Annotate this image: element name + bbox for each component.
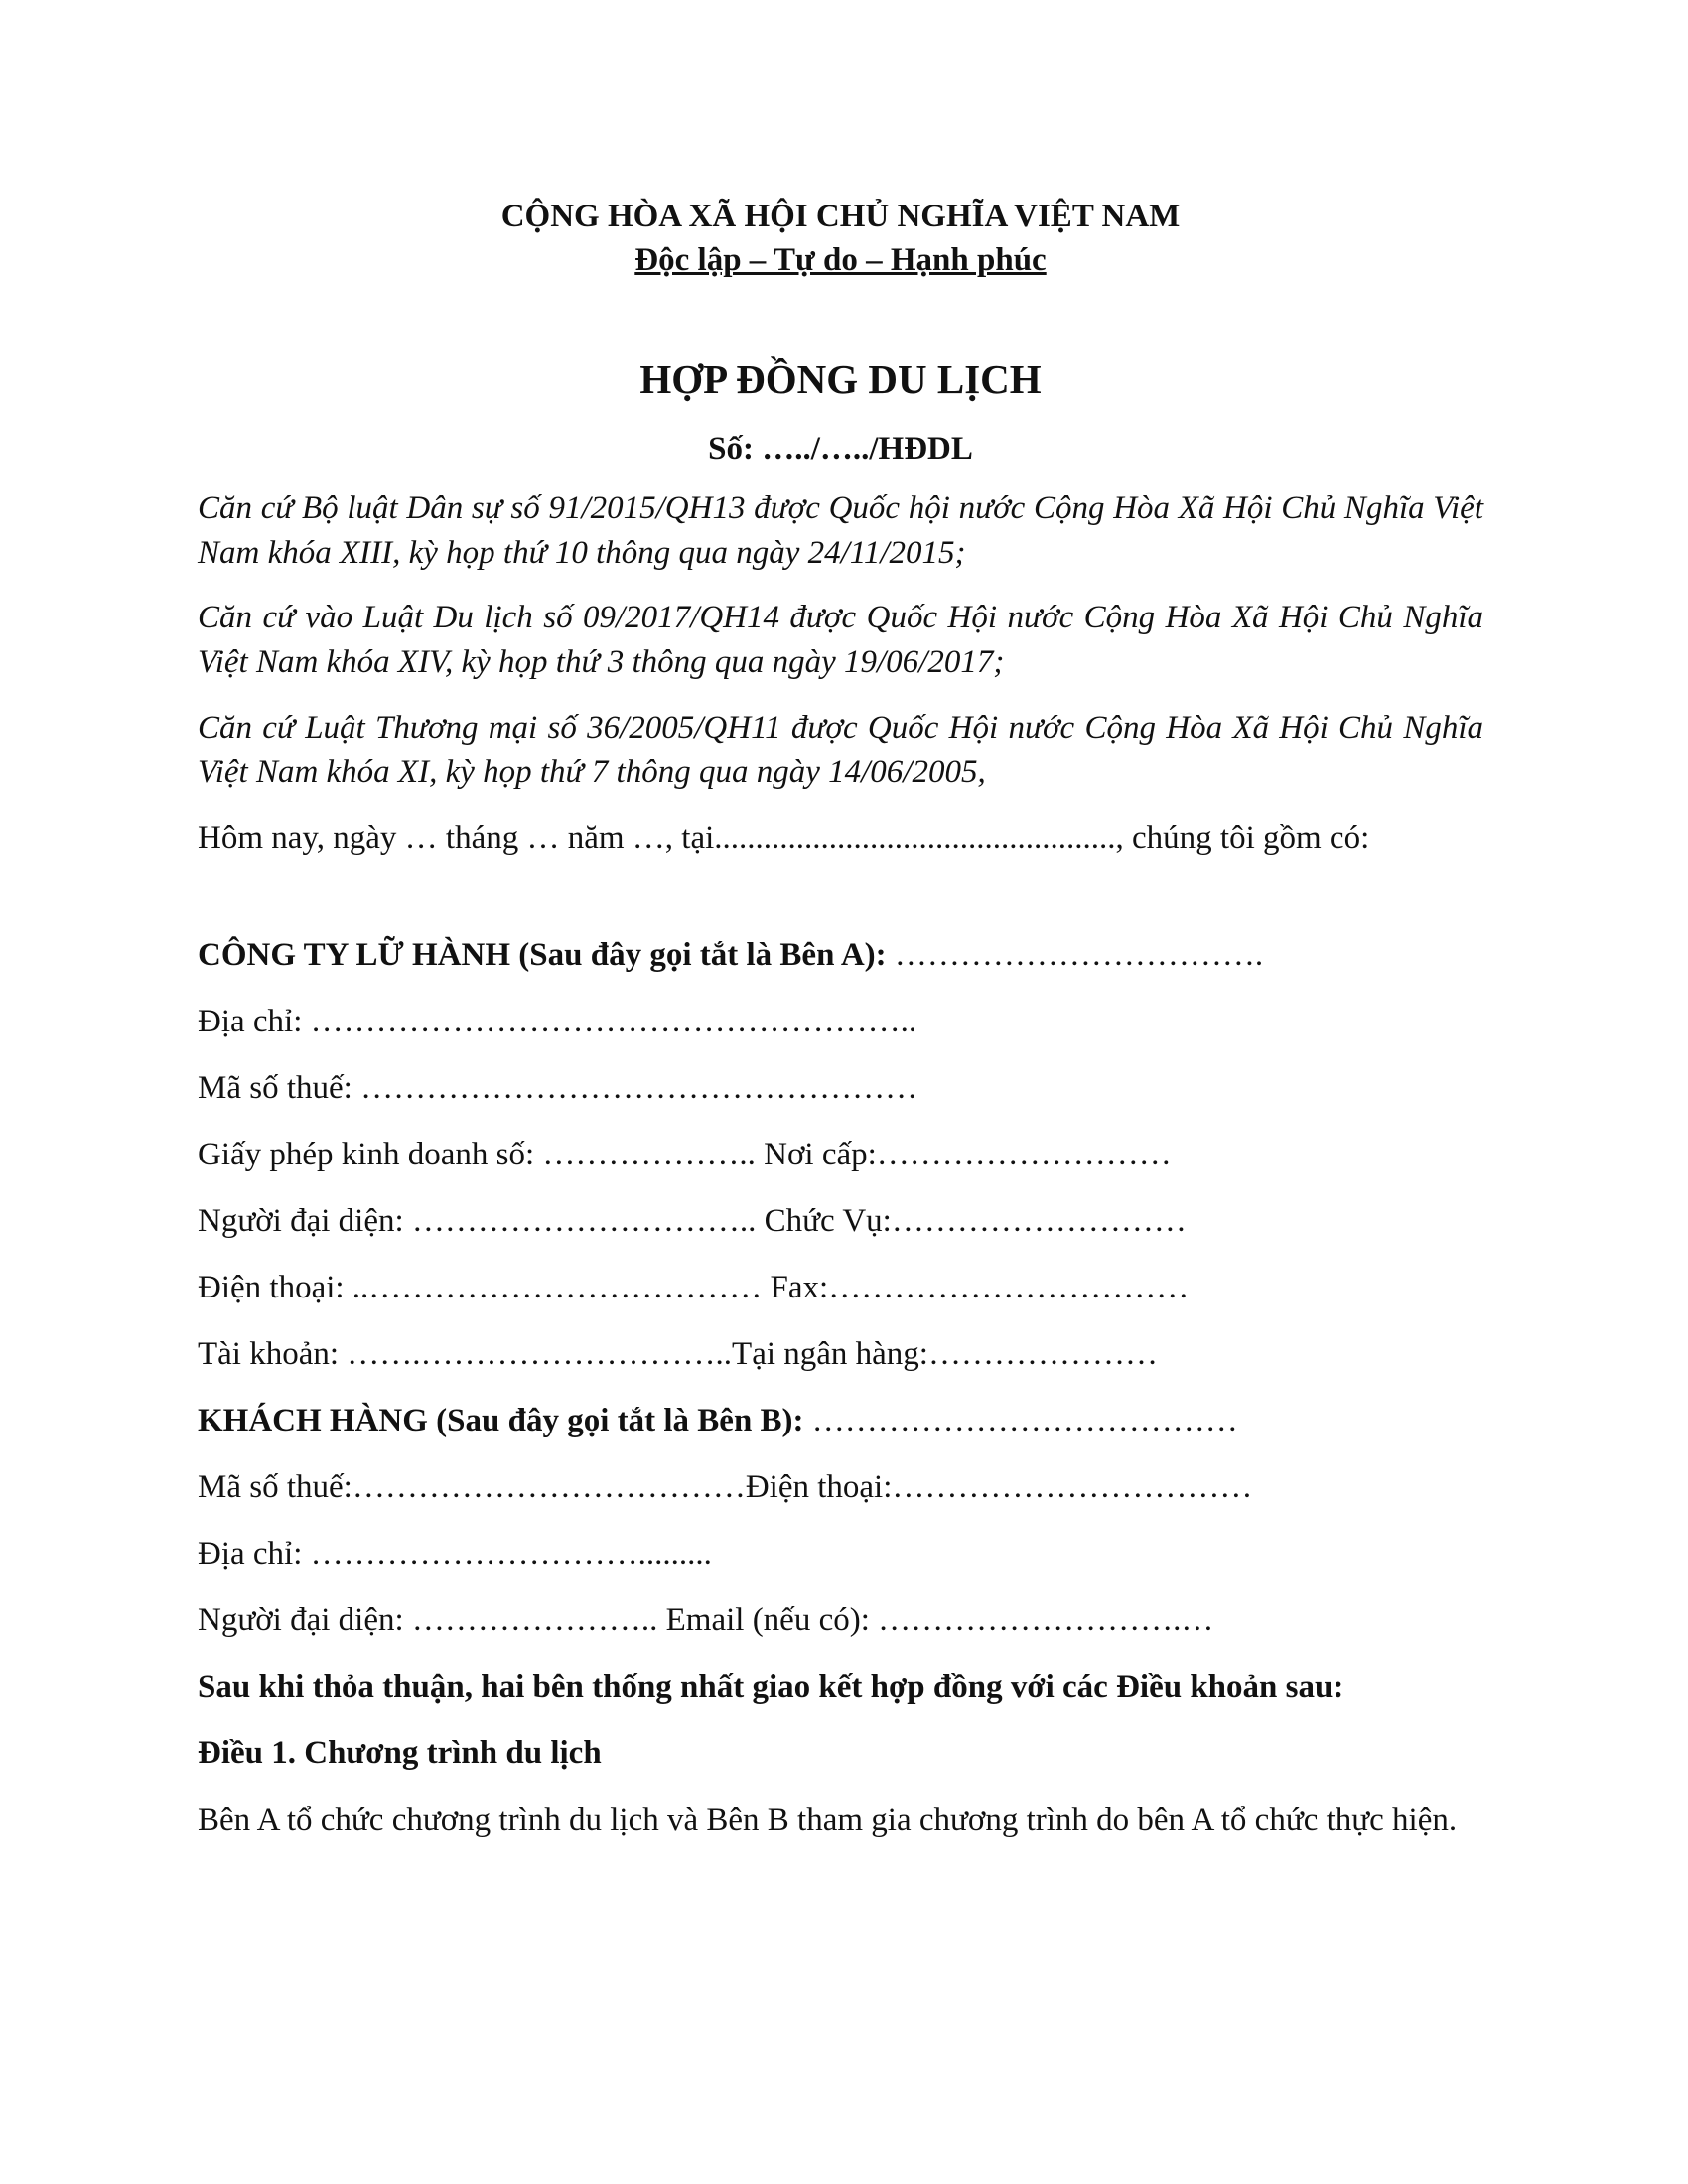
party-b-tax-phone: Mã số thuế:………………………………Điện thoại:…………………………… — [198, 1469, 1253, 1505]
national-title: CỘNG HÒA XÃ HỘI CHỦ NGHĨA VIỆT NAM — [500, 199, 1181, 234]
party-b-heading-dots: ………………………………… — [803, 1403, 1238, 1438]
party-a-phone-fax: Điện thoại: ..……………………………… Fax:…………………………… — [198, 1270, 1190, 1305]
party-b-heading — [198, 1399, 1483, 1442]
legal-basis-tourism-law: Căn cứ vào Luật Du lịch số 09/2017/QH14 được Quốc Hội nước Cộng Hòa Xã Hội Chủ Nghĩa Việt Nam khóa XIV, kỳ họp thứ 3 thông qua ngày 19/06/2017; — [198, 600, 1483, 680]
party-a-license: Giấy phép kinh doanh số: ……………….. Nơi cấp:……………………… — [198, 1137, 1172, 1172]
party-a-bank-account: Tài khoản: …….………………………..Tại ngân hàng:………………… — [198, 1336, 1158, 1372]
party-b-representative: Người đại diện: ………………….. Email (nếu có): ……………………….… — [198, 1602, 1214, 1638]
party-a-heading — [198, 933, 1483, 977]
party-a-tax-code: Mã số thuế: …………………………………………… — [198, 1070, 918, 1106]
party-a-representative: Người đại diện: ………………………….. Chức Vụ:……………………… — [198, 1203, 1187, 1239]
article-1-heading: Điều 1. Chương trình du lịch — [198, 1735, 602, 1771]
national-motto — [198, 238, 1483, 282]
party-a-heading-dots: ……………………………. — [886, 937, 1264, 973]
party-a-address: Địa chỉ: ……………………………………………….. — [198, 1004, 917, 1039]
legal-basis-civil-code: Căn cứ Bộ luật Dân sự số 91/2015/QH13 được Quốc hội nước Cộng Hòa Xã Hội Chủ Nghĩa Việt Nam khóa XIII, kỳ họp thứ 10 thông qua ngày 24/11/2015; — [198, 490, 1483, 571]
party-a-heading-label: CÔNG TY LỮ HÀNH (Sau đây gọi tắt là Bên A): — [198, 937, 887, 973]
contract-title: HỢP ĐỒNG DU LỊCH — [639, 356, 1042, 402]
motto-text: Độc lập – Tự do – Hạnh phúc — [634, 242, 1047, 278]
agreement-statement: Sau khi thỏa thuận, hai bên thống nhất giao kết hợp đồng với các Điều khoản sau: — [198, 1669, 1344, 1705]
legal-basis-commercial-law: Căn cứ Luật Thương mại số 36/2005/QH11 được Quốc Hội nước Cộng Hòa Xã Hội Chủ Nghĩa Việt Nam khóa XI, kỳ họp thứ 7 thông qua ngày 14/06/2005, — [198, 710, 1483, 790]
intro-paragraph: Hôm nay, ngày … tháng … năm …, tại................................................., chúng tôi gồm có: — [198, 820, 1370, 856]
party-b-heading-label: KHÁCH HÀNG (Sau đây gọi tắt là Bên B): — [198, 1403, 804, 1438]
contract-number: Số: …../…../HĐDL — [708, 431, 973, 467]
article-1-body: Bên A tổ chức chương trình du lịch và Bên B tham gia chương trình do bên A tổ chức thực hiện. — [198, 1802, 1458, 1838]
party-b-address: Địa chỉ: …………………………......... — [198, 1536, 712, 1571]
